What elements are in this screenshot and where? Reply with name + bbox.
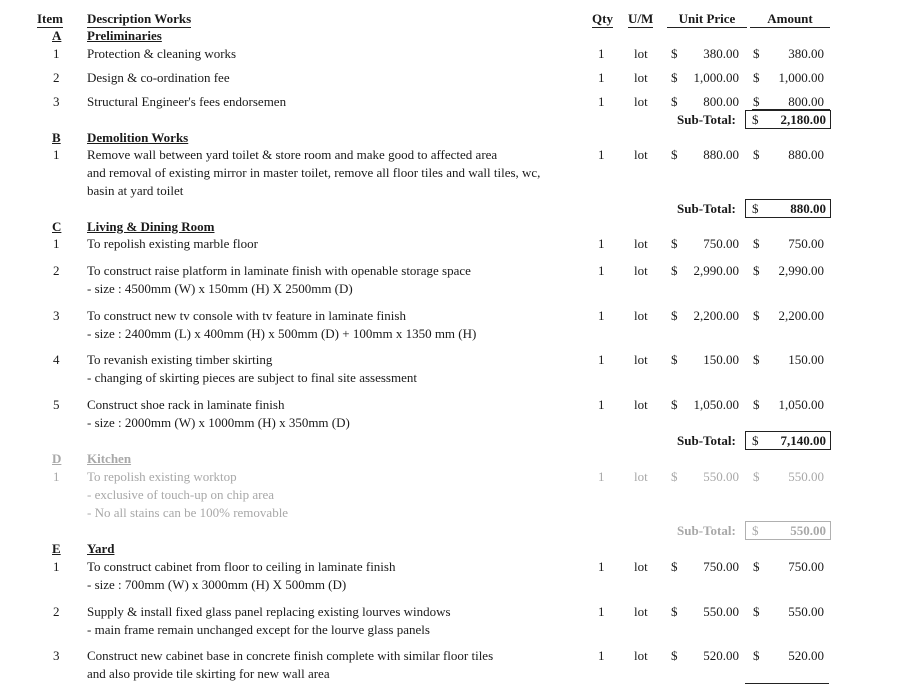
item-amount: 380.00: [788, 46, 824, 61]
item-unit-price: 880.00: [703, 147, 739, 162]
item-amount: 2,990.00: [778, 263, 824, 278]
item-description-line: - changing of skirting pieces are subject to final site assessment: [87, 370, 417, 385]
header-amount: Amount: [750, 10, 830, 28]
item-amount: 520.00: [788, 648, 824, 663]
item-um: lot: [634, 46, 648, 61]
amount-currency: $: [753, 236, 760, 251]
amount-currency: $: [753, 94, 760, 109]
item-description-line: - main frame remain unchanged except for the lourve glass panels: [87, 622, 430, 637]
item-description-line: basin at yard toilet: [87, 183, 184, 198]
item-qty: 1: [598, 236, 605, 251]
header-um: U/M: [628, 11, 654, 26]
amount-currency: $: [753, 648, 760, 663]
item-number: 3: [53, 648, 60, 663]
item-um: lot: [634, 559, 648, 574]
item-um: lot: [634, 604, 648, 619]
item-qty: 1: [598, 263, 605, 278]
item-description: To revanish existing timber skirting: [87, 352, 273, 367]
item-amount: 1,050.00: [778, 397, 824, 412]
subtotal-label-a: Sub-Total:: [677, 112, 736, 127]
unit-price-currency: $: [671, 70, 678, 85]
item-description: To construct raise platform in laminate finish with openable storage space: [87, 263, 471, 278]
item-amount: 880.00: [788, 147, 824, 162]
item-unit-price: 750.00: [703, 559, 739, 574]
item-um: lot: [634, 236, 648, 251]
item-unit-price: 750.00: [703, 236, 739, 251]
amount-currency: $: [753, 604, 760, 619]
item-amount: 150.00: [788, 352, 824, 367]
item-description: To construct cabinet from floor to ceiling in laminate finish: [87, 559, 396, 574]
item-description-line: - size : 4500mm (W) x 150mm (H) X 2500mm (D): [87, 281, 353, 296]
item-number: 5: [53, 397, 60, 412]
item-description-line: - size : 700mm (W) x 3000mm (H) X 500mm (D): [87, 577, 347, 592]
item-amount: 750.00: [788, 236, 824, 251]
item-qty: 1: [598, 559, 605, 574]
section-title-d: Kitchen: [87, 451, 132, 466]
subtotal-currency: $: [752, 201, 759, 216]
item-unit-price: 550.00: [703, 604, 739, 619]
subtotal-currency: $: [752, 523, 759, 538]
subtotal-currency: $: [752, 112, 759, 127]
section-title-a: Preliminaries: [87, 28, 162, 43]
item-unit-price: 380.00: [703, 46, 739, 61]
subtotal-label-d: Sub-Total:: [677, 523, 736, 538]
item-number: 1: [53, 559, 60, 574]
header-item: Item: [37, 11, 63, 26]
header-description: Description Works: [87, 11, 192, 26]
item-um: lot: [634, 469, 648, 484]
item-unit-price: 150.00: [703, 352, 739, 367]
subtotal-value-a: 2,180.00: [780, 112, 826, 127]
item-number: 1: [53, 236, 60, 251]
item-qty: 1: [598, 70, 605, 85]
item-description-line: - exclusive of touch-up on chip area: [87, 487, 274, 502]
item-qty: 1: [598, 397, 605, 412]
item-description-line: and removal of existing mirror in master toilet, remove all floor tiles and wall tiles, wc,: [87, 165, 541, 180]
item-description: Construct new cabinet base in concrete finish complete with similar floor tiles: [87, 648, 494, 663]
item-qty: 1: [598, 604, 605, 619]
item-amount: 800.00: [788, 94, 824, 109]
unit-price-currency: $: [671, 559, 678, 574]
unit-price-currency: $: [671, 147, 678, 162]
item-qty: 1: [598, 308, 605, 323]
subtotal-label-b: Sub-Total:: [677, 201, 736, 216]
item-um: lot: [634, 263, 648, 278]
item-amount: 1,000.00: [778, 70, 824, 85]
subtotal-value-d: 550.00: [790, 523, 826, 538]
item-um: lot: [634, 648, 648, 663]
section-letter-c: C: [52, 219, 62, 234]
unit-price-currency: $: [671, 352, 678, 367]
item-description: Structural Engineer's fees endorsemen: [87, 94, 287, 109]
subtotal-label-c: Sub-Total:: [677, 433, 736, 448]
subtotal-currency: $: [752, 433, 759, 448]
section-title-c: Living & Dining Room: [87, 219, 215, 234]
unit-price-currency: $: [671, 263, 678, 278]
item-um: lot: [634, 308, 648, 323]
item-unit-price: 800.00: [703, 94, 739, 109]
item-description-line: and also provide tile skirting for new wall area: [87, 666, 330, 681]
amount-currency: $: [753, 70, 760, 85]
item-um: lot: [634, 397, 648, 412]
subtotal-box-b: [745, 199, 831, 218]
item-number: 1: [53, 46, 60, 61]
item-number: 3: [53, 308, 60, 323]
item-qty: 1: [598, 46, 605, 61]
item-description: Protection & cleaning works: [87, 46, 237, 61]
item-number: 2: [53, 263, 60, 278]
item-unit-price: 2,200.00: [693, 308, 739, 323]
amount-currency: $: [753, 469, 760, 484]
item-description-line: - size : 2400mm (L) x 400mm (H) x 500mm (D) + 100mm x 1350 mm (H): [87, 326, 477, 341]
item-um: lot: [634, 352, 648, 367]
section-title-e: Yard: [87, 541, 115, 556]
subtotal-box-a: [745, 110, 831, 129]
item-unit-price: 520.00: [703, 648, 739, 663]
unit-price-currency: $: [671, 397, 678, 412]
subtotal-box-c: [745, 431, 831, 450]
amount-currency: $: [753, 308, 760, 323]
item-qty: 1: [598, 147, 605, 162]
item-qty: 1: [598, 352, 605, 367]
item-unit-price: 2,990.00: [693, 263, 739, 278]
unit-price-currency: $: [671, 648, 678, 663]
header-qty: Qty: [592, 11, 613, 26]
item-unit-price: 1,050.00: [693, 397, 739, 412]
item-amount: 750.00: [788, 559, 824, 574]
item-number: 1: [53, 147, 60, 162]
amount-currency: $: [753, 46, 760, 61]
item-description: Remove wall between yard toilet & store room and make good to affected area: [87, 147, 498, 162]
subtotal-box-d: [745, 521, 831, 540]
unit-price-currency: $: [671, 236, 678, 251]
section-title-b: Demolition Works: [87, 130, 189, 145]
amount-currency: $: [753, 397, 760, 412]
item-um: lot: [634, 94, 648, 109]
unit-price-currency: $: [671, 94, 678, 109]
subtotal-value-c: 7,140.00: [780, 433, 826, 448]
amount-currency: $: [753, 559, 760, 574]
item-number: 4: [53, 352, 60, 367]
item-amount: 2,200.00: [778, 308, 824, 323]
amount-currency: $: [753, 147, 760, 162]
unit-price-currency: $: [671, 308, 678, 323]
subtotal-box-edge: [745, 683, 829, 684]
section-letter-e: E: [52, 541, 61, 556]
item-description-line: - size : 2000mm (W) x 1000mm (H) x 350mm (D): [87, 415, 350, 430]
header-unit-price: Unit Price: [667, 10, 747, 28]
item-description: Design & co-ordination fee: [87, 70, 230, 85]
amount-currency: $: [753, 263, 760, 278]
item-qty: 1: [598, 94, 605, 109]
unit-price-currency: $: [671, 46, 678, 61]
unit-price-currency: $: [671, 604, 678, 619]
unit-price-currency: $: [671, 469, 678, 484]
section-letter-a: A: [52, 28, 62, 43]
item-qty: 1: [598, 648, 605, 663]
item-unit-price: 1,000.00: [693, 70, 739, 85]
item-description: To repolish existing worktop: [87, 469, 237, 484]
item-description: To repolish existing marble floor: [87, 236, 258, 251]
item-um: lot: [634, 70, 648, 85]
item-number: 2: [53, 604, 60, 619]
section-letter-d: D: [52, 451, 62, 466]
item-amount: 550.00: [788, 604, 824, 619]
item-number: 1: [53, 469, 60, 484]
item-unit-price: 550.00: [703, 469, 739, 484]
item-number: 2: [53, 70, 60, 85]
section-letter-b: B: [52, 130, 61, 145]
item-description: Supply & install fixed glass panel replacing existing lourves windows: [87, 604, 451, 619]
item-qty: 1: [598, 469, 605, 484]
item-amount: 550.00: [788, 469, 824, 484]
subtotal-value-b: 880.00: [790, 201, 826, 216]
item-description: To construct new tv console with tv feature in laminate finish: [87, 308, 406, 323]
item-um: lot: [634, 147, 648, 162]
item-number: 3: [53, 94, 60, 109]
amount-currency: $: [753, 352, 760, 367]
item-description: Construct shoe rack in laminate finish: [87, 397, 285, 412]
item-description-line: - No all stains can be 100% removable: [87, 505, 289, 520]
